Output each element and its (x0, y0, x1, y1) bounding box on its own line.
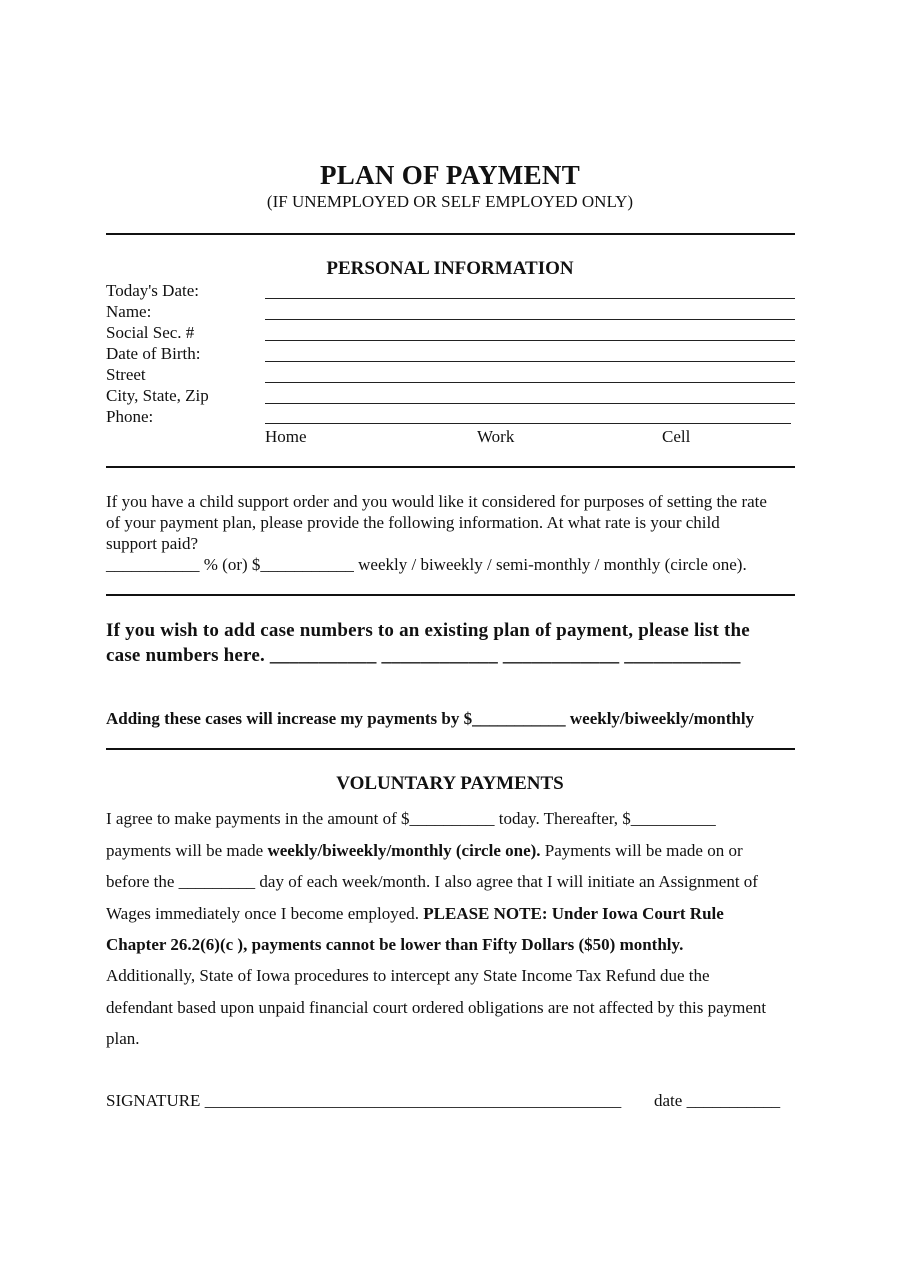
city-state-zip-label: City, State, Zip (106, 386, 209, 405)
divider (106, 466, 795, 468)
name-label: Name: (106, 302, 152, 321)
child-support-text: support paid? (106, 534, 199, 553)
frequency-options: weekly/biweekly/monthly (circle one). (267, 841, 541, 860)
voluntary-text[interactable]: I agree to make payments in the amount of $__________ today. Thereafter, $__________ (106, 809, 716, 828)
voluntary-text-part: Payments will be made on or (540, 841, 743, 860)
child-support-text: of your payment plan, please provide the following information. At what rate is your child (106, 513, 720, 532)
todays-date-label: Today's Date: (106, 281, 199, 300)
phone-field[interactable] (265, 423, 791, 424)
street-field[interactable] (265, 382, 795, 383)
form-subtitle: (IF UNEMPLOYED OR SELF EMPLOYED ONLY) (266, 192, 634, 211)
ssn-field[interactable] (265, 340, 795, 341)
street-label: Street (106, 365, 146, 384)
voluntary-text-part: payments will be made (106, 841, 268, 860)
child-support-rate-line[interactable]: ___________ % (or) $___________ weekly / biweekly / semi-monthly / monthly (circle one). (106, 555, 747, 574)
voluntary-text[interactable]: before the _________ day of each week/month. I also agree that I will initiate an Assignment of (106, 872, 758, 891)
voluntary-text (106, 841, 743, 861)
dob-label: Date of Birth: (106, 344, 201, 363)
divider (106, 748, 795, 750)
voluntary-text: plan. (106, 1029, 140, 1048)
name-field[interactable] (265, 319, 795, 320)
personal-info-heading: PERSONAL INFORMATION (326, 258, 574, 279)
signature-line[interactable]: SIGNATURE _________________________________________________ (106, 1091, 622, 1110)
phone-work-label: Work (477, 427, 515, 446)
phone-label: Phone: (106, 407, 154, 426)
voluntary-text: defendant based upon unpaid financial court ordered obligations are not affected by this payment (106, 998, 767, 1017)
voluntary-text (106, 904, 724, 924)
case-numbers-line[interactable]: case numbers here. ___________ ____________ ____________ ____________ (106, 645, 741, 666)
phone-home-label: Home (265, 427, 307, 446)
phone-cell-label: Cell (662, 427, 691, 446)
dob-field[interactable] (265, 361, 795, 362)
case-increase-line[interactable]: Adding these cases will increase my payments by $___________ weekly/biweekly/monthly (106, 709, 755, 728)
child-support-text: If you have a child support order and you would like it considered for purposes of setting the rate (106, 492, 767, 511)
voluntary-text-part: Wages immediately once I become employed. (106, 904, 424, 923)
city-state-zip-field[interactable] (265, 403, 795, 404)
please-note-text: PLEASE NOTE: Under Iowa Court Rule (423, 904, 724, 923)
voluntary-payments-heading: VOLUNTARY PAYMENTS (336, 773, 564, 794)
ssn-label: Social Sec. # (106, 323, 195, 342)
case-numbers-text: If you wish to add case numbers to an existing plan of payment, please list the (106, 620, 750, 641)
divider (106, 233, 795, 235)
todays-date-field[interactable] (265, 298, 795, 299)
voluntary-text: Additionally, State of Iowa procedures to intercept any State Income Tax Refund due the (106, 966, 710, 985)
form-title: PLAN OF PAYMENT (320, 160, 580, 190)
date-line[interactable]: date ___________ (654, 1091, 781, 1110)
divider (106, 594, 795, 596)
court-rule-text: Chapter 26.2(6)(c ), payments cannot be lower than Fifty Dollars ($50) monthly. (106, 935, 684, 954)
